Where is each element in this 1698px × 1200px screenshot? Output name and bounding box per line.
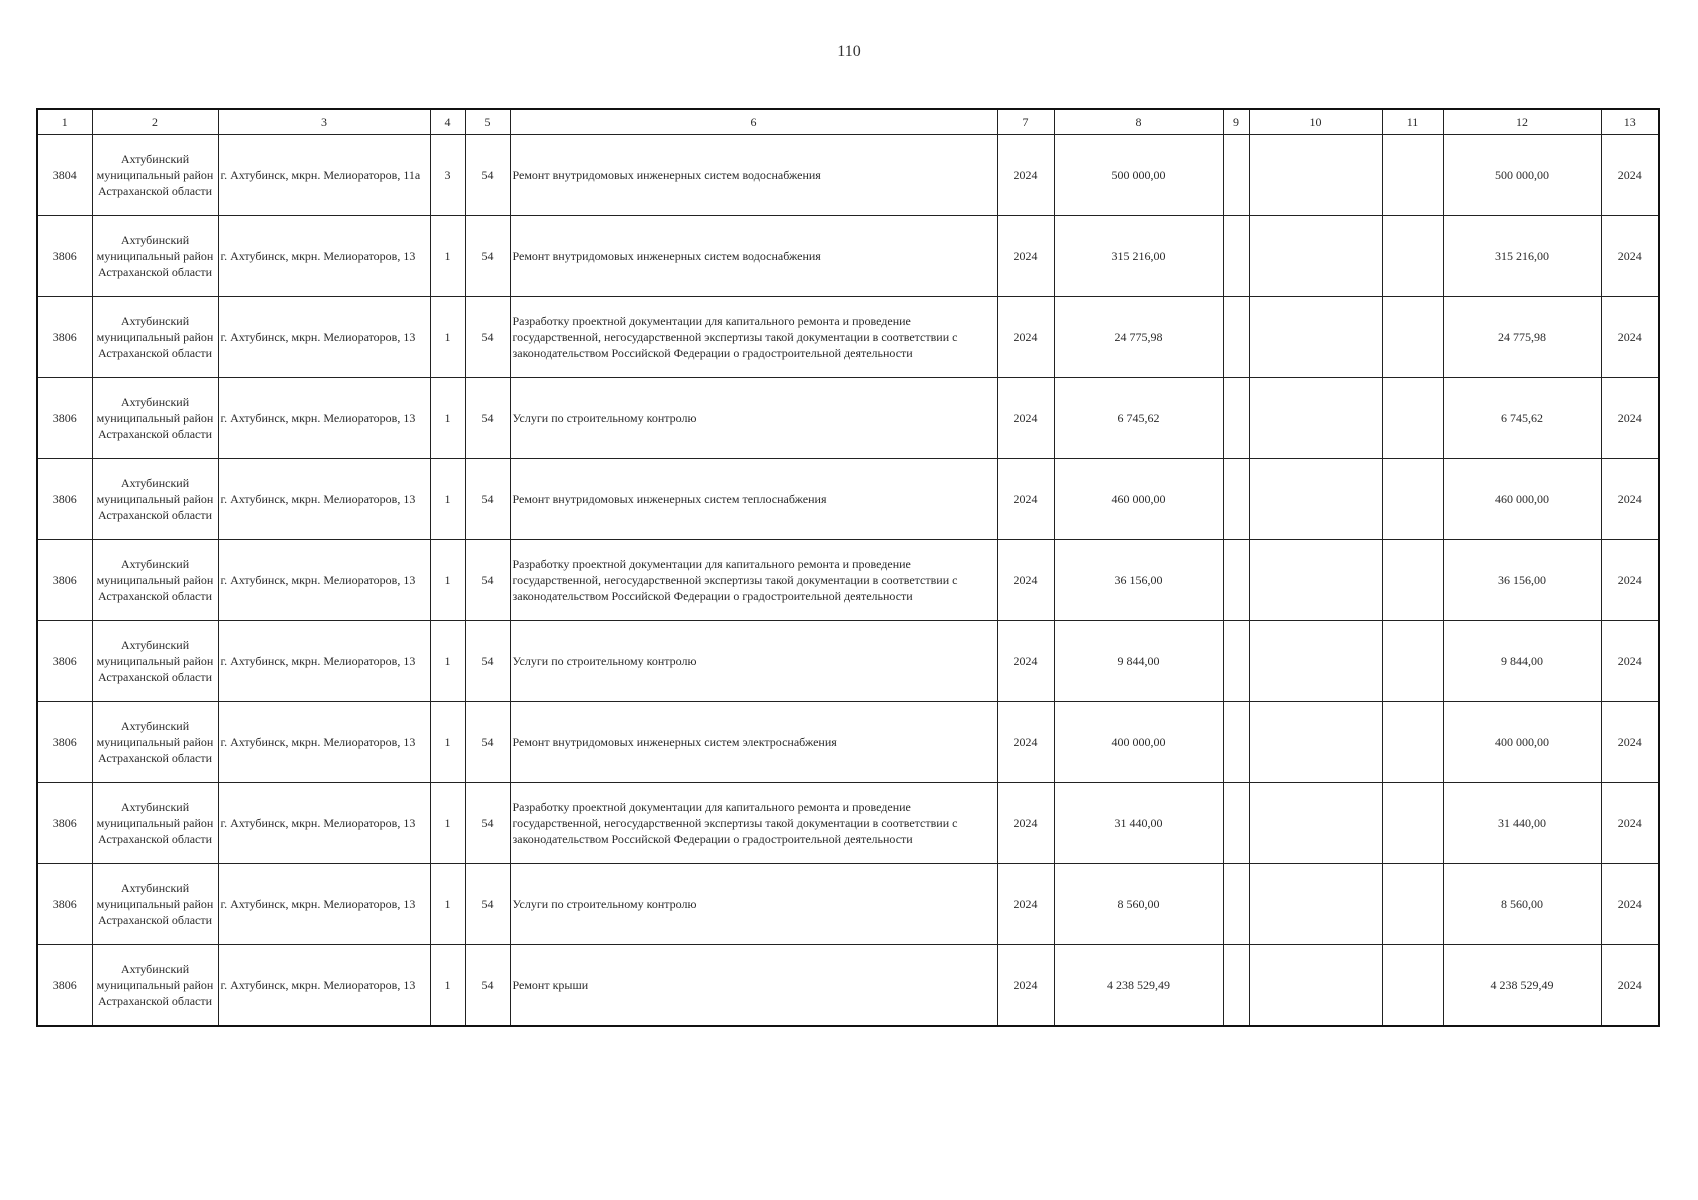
completion-year-cell: 2024 — [1601, 459, 1659, 540]
col4-cell: 1 — [430, 864, 465, 945]
total-cost-cell: 9 844,00 — [1443, 621, 1601, 702]
total-cost-cell: 315 216,00 — [1443, 216, 1601, 297]
column-header: 8 — [1054, 109, 1223, 135]
column-header: 6 — [510, 109, 997, 135]
col9-cell — [1223, 216, 1249, 297]
work-type-cell: Ремонт внутридомовых инженерных систем водоснабжения — [510, 216, 997, 297]
address-cell: г. Ахтубинск, мкрн. Мелиораторов, 11а — [218, 135, 430, 216]
row-id-cell: 3806 — [37, 864, 92, 945]
address-cell: г. Ахтубинск, мкрн. Мелиораторов, 13 — [218, 783, 430, 864]
col10-cell — [1249, 621, 1382, 702]
table-row — [37, 297, 1659, 378]
total-cost-cell: 4 238 529,49 — [1443, 945, 1601, 1027]
table-row — [37, 945, 1659, 1027]
completion-year-cell: 2024 — [1601, 621, 1659, 702]
municipality-cell: Ахтубинский муниципальный район Астраханской области — [92, 702, 218, 783]
col9-cell — [1223, 621, 1249, 702]
col9-cell — [1223, 945, 1249, 1027]
municipality-cell: Ахтубинский муниципальный район Астраханской области — [92, 864, 218, 945]
col11-cell — [1382, 297, 1443, 378]
col9-cell — [1223, 297, 1249, 378]
column-header: 2 — [92, 109, 218, 135]
table-row — [37, 540, 1659, 621]
row-id-cell: 3806 — [37, 216, 92, 297]
completion-year-cell: 2024 — [1601, 297, 1659, 378]
col5-cell: 54 — [465, 702, 510, 783]
work-type-cell: Ремонт внутридомовых инженерных систем теплоснабжения — [510, 459, 997, 540]
col9-cell — [1223, 540, 1249, 621]
col11-cell — [1382, 459, 1443, 540]
municipality-cell: Ахтубинский муниципальный район Астраханской области — [92, 297, 218, 378]
column-header: 10 — [1249, 109, 1382, 135]
row-id-cell: 3806 — [37, 297, 92, 378]
col9-cell — [1223, 135, 1249, 216]
col5-cell: 54 — [465, 783, 510, 864]
col9-cell — [1223, 378, 1249, 459]
row-id-cell: 3806 — [37, 459, 92, 540]
column-header: 12 — [1443, 109, 1601, 135]
work-type-cell: Услуги по строительному контролю — [510, 378, 997, 459]
col10-cell — [1249, 378, 1382, 459]
year-cell: 2024 — [997, 297, 1054, 378]
column-header: 3 — [218, 109, 430, 135]
year-cell: 2024 — [997, 702, 1054, 783]
col9-cell — [1223, 459, 1249, 540]
col9-cell — [1223, 702, 1249, 783]
year-cell: 2024 — [997, 216, 1054, 297]
col11-cell — [1382, 621, 1443, 702]
col4-cell: 1 — [430, 783, 465, 864]
address-cell: г. Ахтубинск, мкрн. Мелиораторов, 13 — [218, 459, 430, 540]
cost-cell: 500 000,00 — [1054, 135, 1223, 216]
column-header: 11 — [1382, 109, 1443, 135]
cost-cell: 24 775,98 — [1054, 297, 1223, 378]
total-cost-cell: 8 560,00 — [1443, 864, 1601, 945]
cost-cell: 31 440,00 — [1054, 783, 1223, 864]
col5-cell: 54 — [465, 621, 510, 702]
work-type-cell: Разработку проектной документации для капитального ремонта и проведение государственной, негосударственной экспертизы такой документации в соответствии с законодательством Российской Федерации о градостроительной деятельности — [510, 297, 997, 378]
col5-cell: 54 — [465, 297, 510, 378]
col9-cell — [1223, 783, 1249, 864]
address-cell: г. Ахтубинск, мкрн. Мелиораторов, 13 — [218, 864, 430, 945]
address-cell: г. Ахтубинск, мкрн. Мелиораторов, 13 — [218, 216, 430, 297]
register-table — [36, 108, 1660, 1027]
year-cell: 2024 — [997, 459, 1054, 540]
row-id-cell: 3806 — [37, 378, 92, 459]
year-cell: 2024 — [997, 540, 1054, 621]
municipality-cell: Ахтубинский муниципальный район Астраханской области — [92, 459, 218, 540]
col9-cell — [1223, 864, 1249, 945]
completion-year-cell: 2024 — [1601, 783, 1659, 864]
page-number: 110 — [837, 43, 861, 60]
address-cell: г. Ахтубинск, мкрн. Мелиораторов, 13 — [218, 540, 430, 621]
col10-cell — [1249, 216, 1382, 297]
year-cell: 2024 — [997, 783, 1054, 864]
year-cell: 2024 — [997, 378, 1054, 459]
col5-cell: 54 — [465, 216, 510, 297]
col5-cell: 54 — [465, 135, 510, 216]
address-cell: г. Ахтубинск, мкрн. Мелиораторов, 13 — [218, 378, 430, 459]
table-row — [37, 378, 1659, 459]
col11-cell — [1382, 945, 1443, 1027]
completion-year-cell: 2024 — [1601, 702, 1659, 783]
table-row — [37, 621, 1659, 702]
column-header: 13 — [1601, 109, 1659, 135]
col5-cell: 54 — [465, 540, 510, 621]
col10-cell — [1249, 864, 1382, 945]
col4-cell: 1 — [430, 945, 465, 1027]
cost-cell: 8 560,00 — [1054, 864, 1223, 945]
col4-cell: 1 — [430, 216, 465, 297]
total-cost-cell: 500 000,00 — [1443, 135, 1601, 216]
completion-year-cell: 2024 — [1601, 378, 1659, 459]
total-cost-cell: 460 000,00 — [1443, 459, 1601, 540]
work-type-cell: Ремонт крыши — [510, 945, 997, 1027]
year-cell: 2024 — [997, 864, 1054, 945]
col11-cell — [1382, 702, 1443, 783]
year-cell: 2024 — [997, 621, 1054, 702]
row-id-cell: 3804 — [37, 135, 92, 216]
table-row — [37, 135, 1659, 216]
cost-cell: 4 238 529,49 — [1054, 945, 1223, 1027]
col4-cell: 3 — [430, 135, 465, 216]
total-cost-cell: 31 440,00 — [1443, 783, 1601, 864]
table-row — [37, 216, 1659, 297]
table-body — [37, 135, 1659, 1027]
municipality-cell: Ахтубинский муниципальный район Астраханской области — [92, 540, 218, 621]
col11-cell — [1382, 540, 1443, 621]
col4-cell: 1 — [430, 540, 465, 621]
cost-cell: 460 000,00 — [1054, 459, 1223, 540]
cost-cell: 36 156,00 — [1054, 540, 1223, 621]
total-cost-cell: 6 745,62 — [1443, 378, 1601, 459]
col5-cell: 54 — [465, 945, 510, 1027]
completion-year-cell: 2024 — [1601, 945, 1659, 1027]
col4-cell: 1 — [430, 621, 465, 702]
col10-cell — [1249, 459, 1382, 540]
table-row — [37, 864, 1659, 945]
cost-cell: 315 216,00 — [1054, 216, 1223, 297]
municipality-cell: Ахтубинский муниципальный район Астраханской области — [92, 378, 218, 459]
municipality-cell: Ахтубинский муниципальный район Астраханской области — [92, 216, 218, 297]
col4-cell: 1 — [430, 702, 465, 783]
col10-cell — [1249, 702, 1382, 783]
completion-year-cell: 2024 — [1601, 135, 1659, 216]
year-cell: 2024 — [997, 945, 1054, 1027]
col10-cell — [1249, 945, 1382, 1027]
column-header: 7 — [997, 109, 1054, 135]
total-cost-cell: 400 000,00 — [1443, 702, 1601, 783]
column-header: 5 — [465, 109, 510, 135]
address-cell: г. Ахтубинск, мкрн. Мелиораторов, 13 — [218, 945, 430, 1027]
col11-cell — [1382, 135, 1443, 216]
municipality-cell: Ахтубинский муниципальный район Астраханской области — [92, 621, 218, 702]
municipality-cell: Ахтубинский муниципальный район Астраханской области — [92, 783, 218, 864]
col4-cell: 1 — [430, 297, 465, 378]
work-type-cell: Услуги по строительному контролю — [510, 621, 997, 702]
row-id-cell: 3806 — [37, 621, 92, 702]
col4-cell: 1 — [430, 459, 465, 540]
col10-cell — [1249, 540, 1382, 621]
work-type-cell: Разработку проектной документации для капитального ремонта и проведение государственной, негосударственной экспертизы такой документации в соответствии с законодательством Российской Федерации о градостроительной деятельности — [510, 540, 997, 621]
col5-cell: 54 — [465, 378, 510, 459]
col10-cell — [1249, 783, 1382, 864]
col10-cell — [1249, 297, 1382, 378]
completion-year-cell: 2024 — [1601, 216, 1659, 297]
cost-cell: 6 745,62 — [1054, 378, 1223, 459]
column-header: 4 — [430, 109, 465, 135]
col10-cell — [1249, 135, 1382, 216]
col5-cell: 54 — [465, 864, 510, 945]
table-row — [37, 459, 1659, 540]
column-number-row — [37, 109, 1659, 135]
total-cost-cell: 36 156,00 — [1443, 540, 1601, 621]
row-id-cell: 3806 — [37, 783, 92, 864]
row-id-cell: 3806 — [37, 540, 92, 621]
work-type-cell: Услуги по строительному контролю — [510, 864, 997, 945]
col11-cell — [1382, 378, 1443, 459]
completion-year-cell: 2024 — [1601, 540, 1659, 621]
address-cell: г. Ахтубинск, мкрн. Мелиораторов, 13 — [218, 702, 430, 783]
row-id-cell: 3806 — [37, 945, 92, 1027]
address-cell: г. Ахтубинск, мкрн. Мелиораторов, 13 — [218, 621, 430, 702]
work-type-cell: Ремонт внутридомовых инженерных систем водоснабжения — [510, 135, 997, 216]
table-row — [37, 783, 1659, 864]
work-type-cell: Ремонт внутридомовых инженерных систем электроснабжения — [510, 702, 997, 783]
address-cell: г. Ахтубинск, мкрн. Мелиораторов, 13 — [218, 297, 430, 378]
col5-cell: 54 — [465, 459, 510, 540]
column-header: 9 — [1223, 109, 1249, 135]
col11-cell — [1382, 216, 1443, 297]
work-type-cell: Разработку проектной документации для капитального ремонта и проведение государственной, негосударственной экспертизы такой документации в соответствии с законодательством Российской Федерации о градостроительной деятельности — [510, 783, 997, 864]
cost-cell: 9 844,00 — [1054, 621, 1223, 702]
row-id-cell: 3806 — [37, 702, 92, 783]
cost-cell: 400 000,00 — [1054, 702, 1223, 783]
year-cell: 2024 — [997, 135, 1054, 216]
col11-cell — [1382, 864, 1443, 945]
municipality-cell: Ахтубинский муниципальный район Астраханской области — [92, 945, 218, 1027]
col4-cell: 1 — [430, 378, 465, 459]
completion-year-cell: 2024 — [1601, 864, 1659, 945]
total-cost-cell: 24 775,98 — [1443, 297, 1601, 378]
table-row — [37, 702, 1659, 783]
municipality-cell: Ахтубинский муниципальный район Астраханской области — [92, 135, 218, 216]
column-header: 1 — [37, 109, 92, 135]
col11-cell — [1382, 783, 1443, 864]
